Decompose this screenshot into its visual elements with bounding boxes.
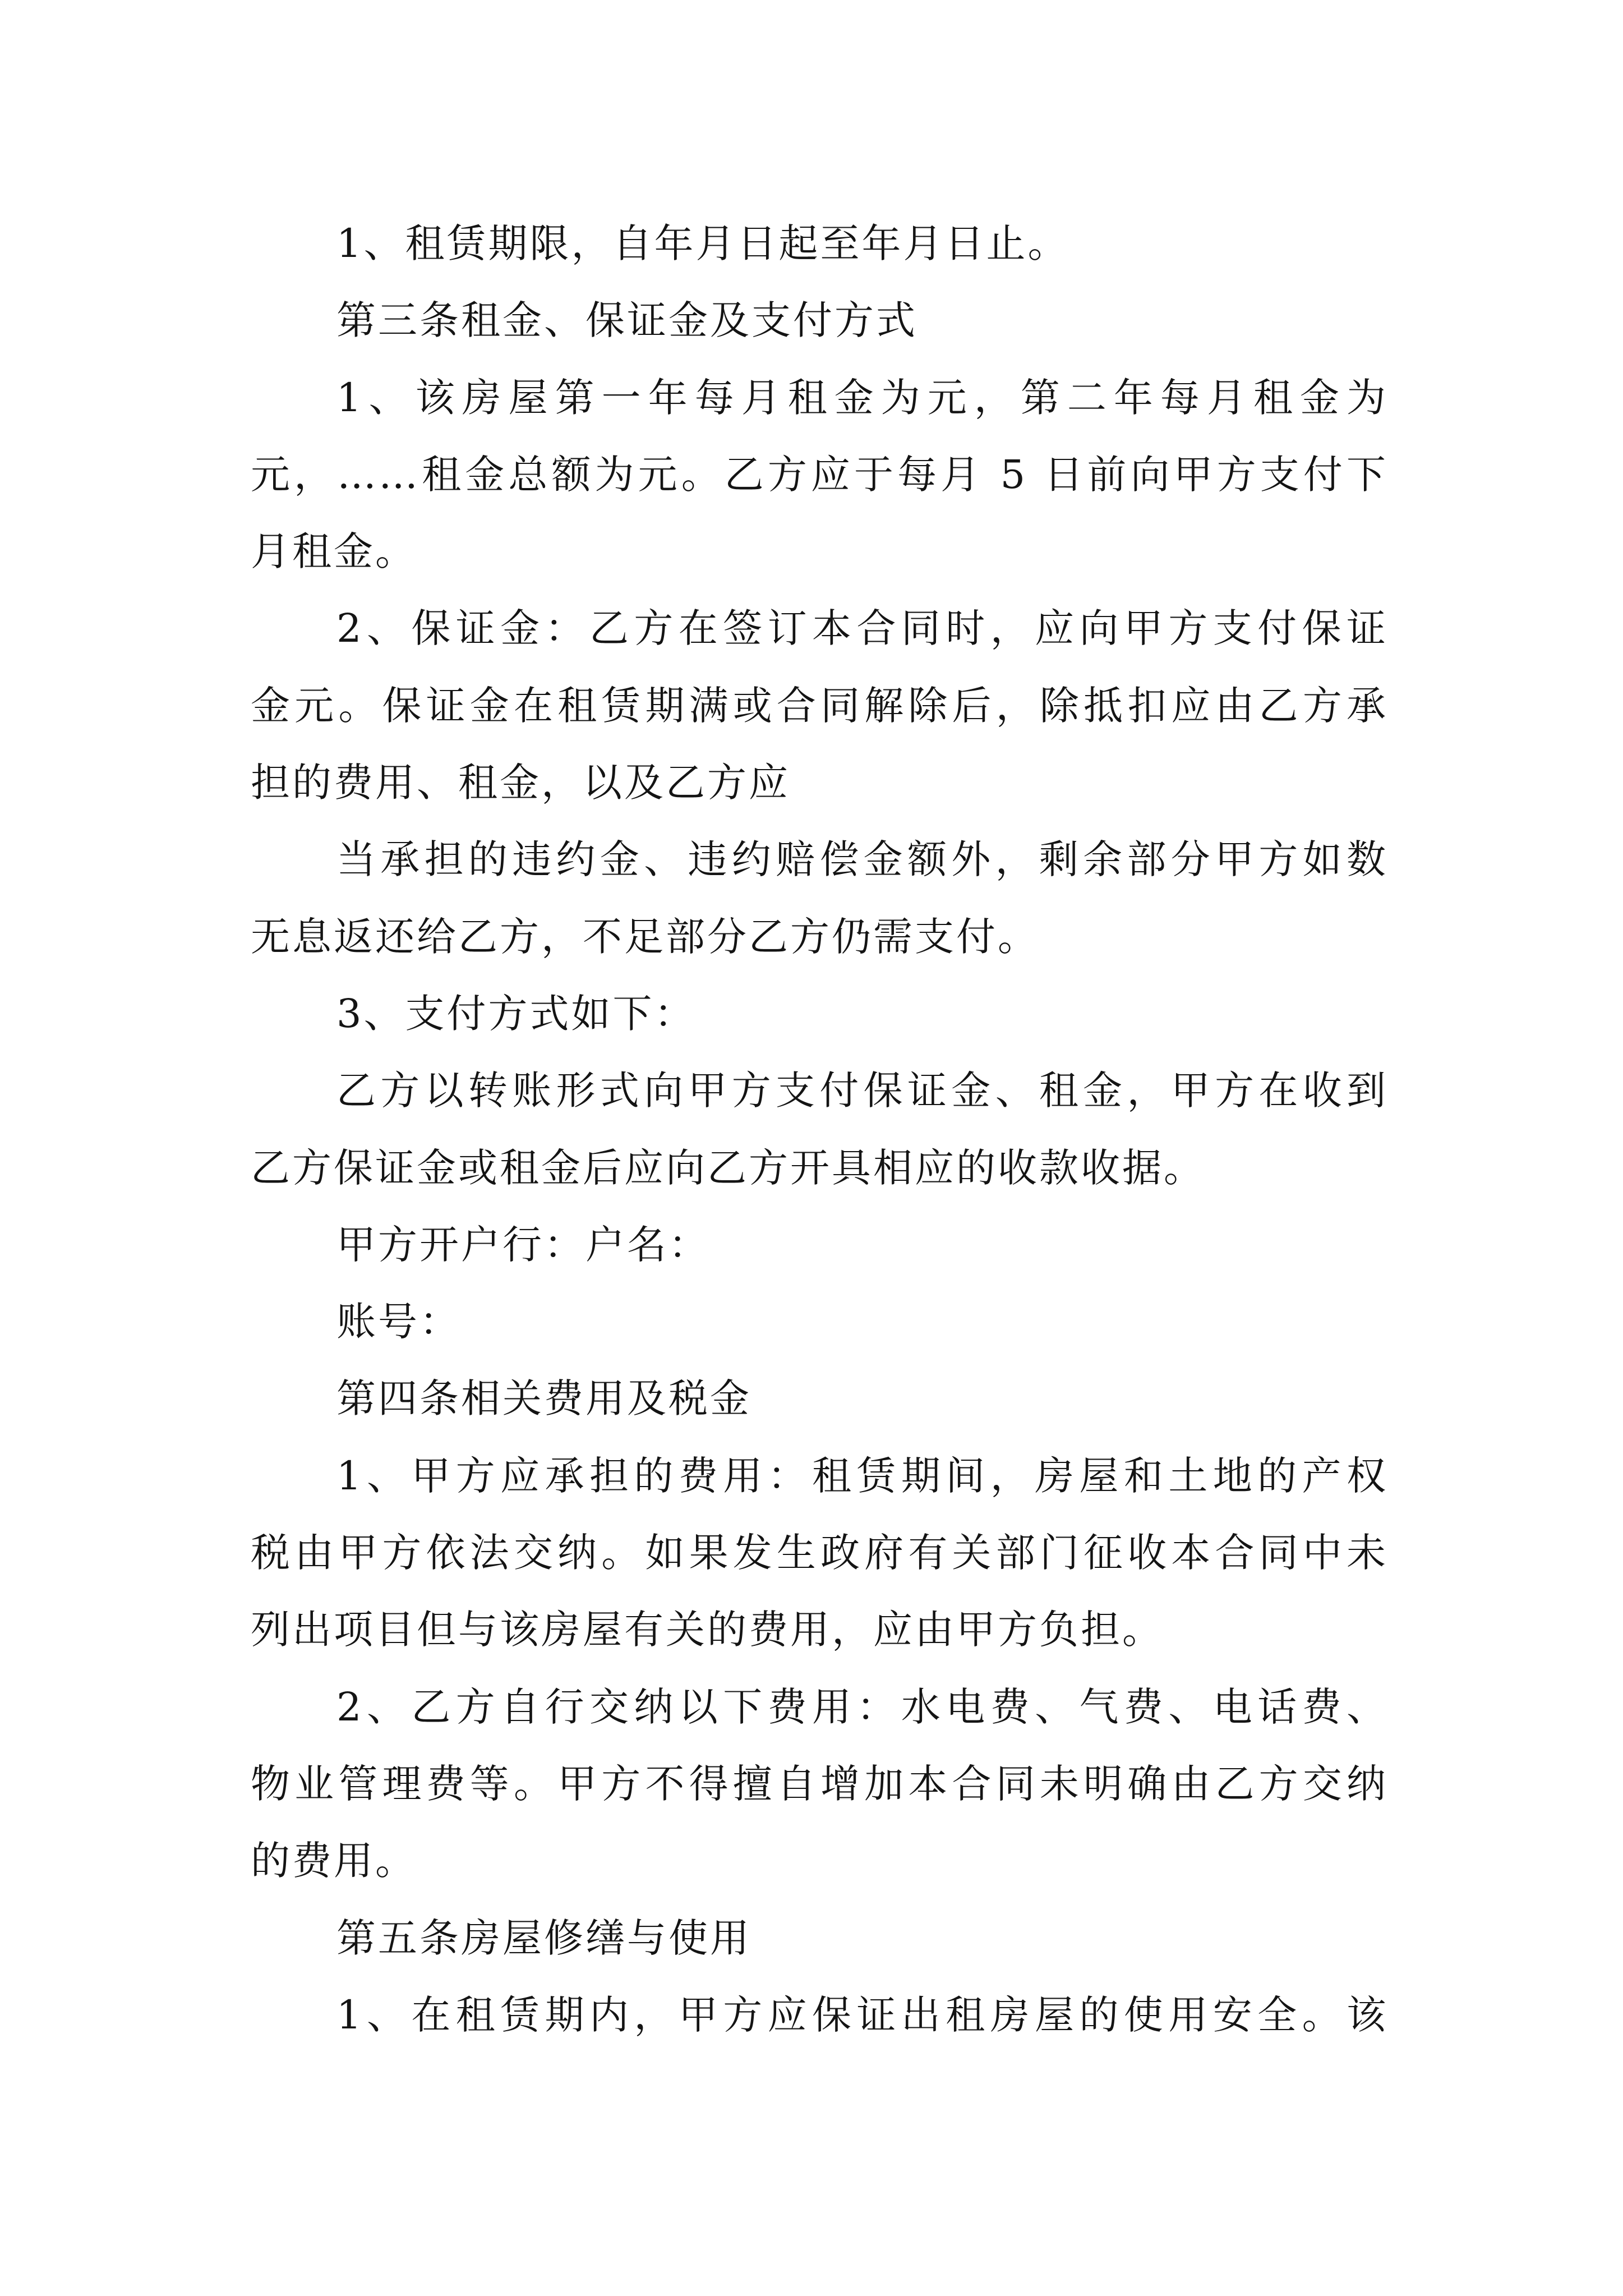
paragraph-line: 乙方保证金或租金后应向乙方开具相应的收款收据。 (251, 1144, 1205, 1191)
paragraph-line: 物业管理费等。甲方不得擅自增加本合同未明确由乙方交纳 (251, 1760, 1388, 1807)
paragraph-line: 乙方以转账形式向甲方支付保证金、租金，甲方在收到 (336, 1068, 1388, 1114)
paragraph-line: 列出项目但与该房屋有关的费用，应由甲方负担。 (251, 1607, 1164, 1653)
paragraph-line: 无息返还给乙方，不足部分乙方仍需支付。 (251, 913, 1039, 960)
paragraph-line: 1、在租赁期内，甲方应保证出租房屋的使用安全。该 (336, 1991, 1388, 2038)
paragraph-line: 金元。保证金在租赁期满或合同解除后，除抵扣应由乙方承 (251, 682, 1388, 729)
section-heading: 第五条房屋修缮与使用 (336, 1915, 751, 1961)
paragraph-line: 1、甲方应承担的费用：租赁期间，房屋和土地的产权 (336, 1452, 1388, 1499)
paragraph-line: 3、支付方式如下： (336, 990, 696, 1037)
paragraph-line: 1、租赁期限，自年月日起至年月日止。 (336, 220, 1069, 266)
paragraph-line: 元，……租金总额为元。乙方应于每月 5 日前向甲方支付下 (251, 451, 1388, 498)
paragraph-line: 税由甲方依法交纳。如果发生政府有关部门征收本合同中未 (251, 1530, 1388, 1576)
paragraph-line: 月租金。 (251, 528, 417, 575)
paragraph-line: 当承担的违约金、违约赔偿金额外，剩余部分甲方如数 (336, 836, 1388, 883)
paragraph-line: 2、保证金：乙方在签订本合同时，应向甲方支付保证 (336, 605, 1388, 652)
bank-account-line: 甲方开户行：户名： (336, 1221, 710, 1268)
paragraph-line: 的费用。 (251, 1838, 417, 1884)
section-heading: 第四条相关费用及税金 (336, 1375, 751, 1422)
paragraph-line: 1、该房屋第一年每月租金为元，第二年每月租金为 (336, 374, 1388, 421)
section-heading: 第三条租金、保证金及支付方式 (336, 297, 917, 344)
paragraph-line: 2、乙方自行交纳以下费用：水电费、气费、电话费、 (336, 1683, 1388, 1730)
document-body (251, 205, 1388, 2054)
account-number-line: 账号： (336, 1299, 461, 1345)
paragraph-line: 担的费用、租金，以及乙方应 (251, 760, 790, 806)
